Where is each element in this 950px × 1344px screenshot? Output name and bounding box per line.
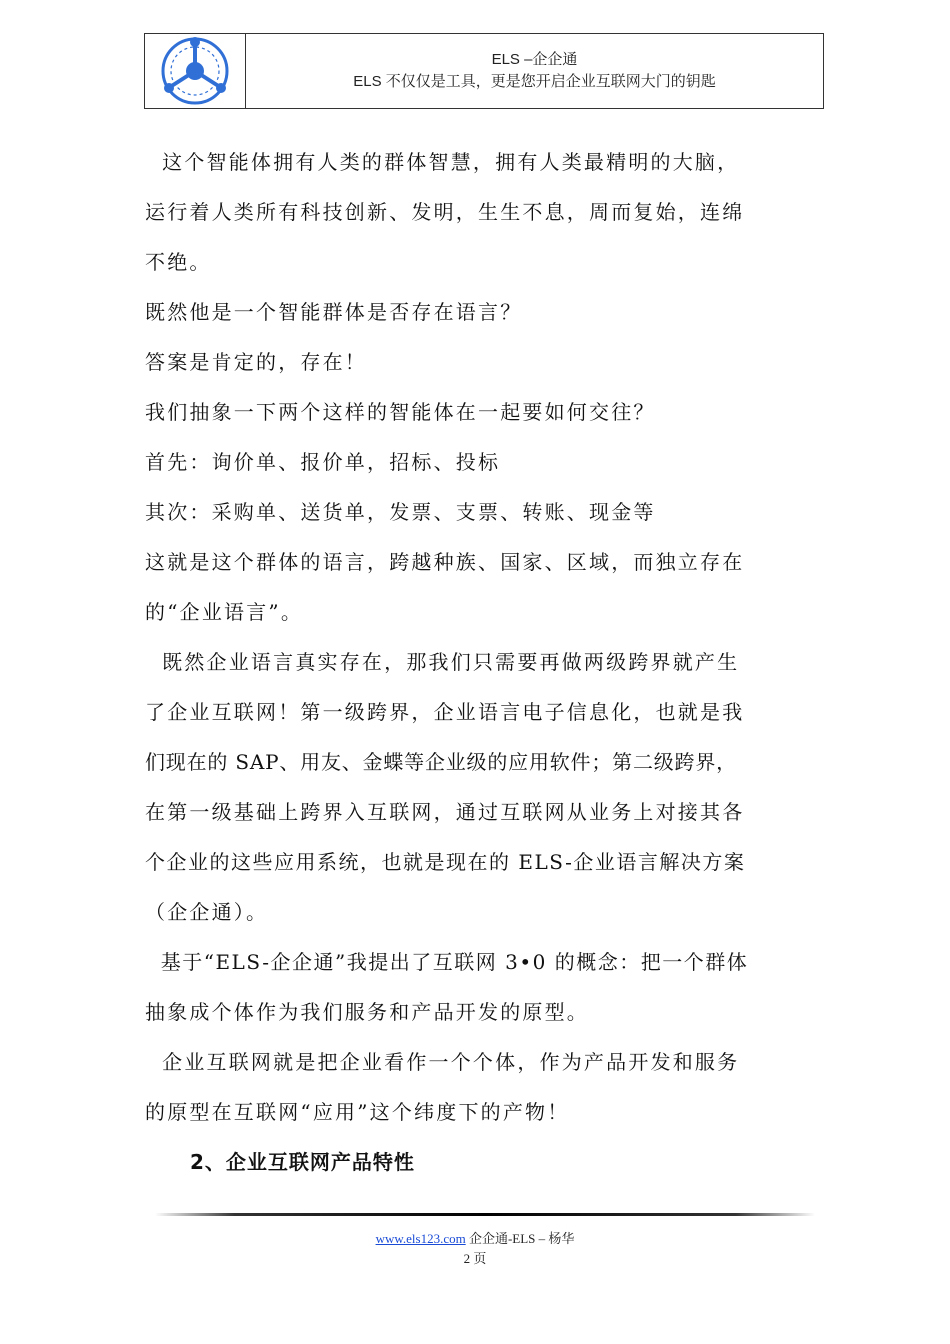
body-line: 们现在的 SAP、用友、金蝶等企业级的应用软件；第二级跨界，	[145, 750, 737, 774]
page-header	[144, 33, 824, 109]
footer-line	[0, 1228, 950, 1247]
header-title: ELS –企企通	[491, 51, 578, 68]
footer-author: 企企通-ELS – 杨华	[465, 1231, 575, 1246]
website-link[interactable]: www.els123.com	[375, 1231, 466, 1246]
body-line: 的原型在互联网“应用”这个纬度下的产物！	[145, 1100, 570, 1124]
body-line: 个企业的这些应用系统，也就是现在的 ELS-企业语言解决方案	[145, 850, 746, 874]
body-line: 答案是肯定的，存在！	[145, 350, 367, 374]
body-line: 其次：采购单、送货单，发票、支票、转账、现金等	[145, 500, 656, 524]
body-line: 这就是这个群体的语言，跨越种族、国家、区域，而独立存在	[145, 550, 745, 574]
body-line: 这个智能体拥有人类的群体智慧，拥有人类最精明的大脑，	[145, 150, 740, 174]
body-line: 抽象成个体作为我们服务和产品开发的原型。	[145, 1000, 589, 1024]
body-line: 既然他是一个智能群体是否存在语言？	[145, 300, 523, 324]
body-line: 在第一级基础上跨界入互联网，通过互联网从业务上对接其各	[145, 800, 745, 824]
footer-divider	[155, 1213, 815, 1216]
body-line: 运行着人类所有科技创新、发明，生生不息，周而复始，连绵	[145, 200, 745, 224]
body-line: 首先：询价单、报价单，招标、投标	[145, 450, 501, 474]
body-line: 的“企业语言”。	[145, 600, 304, 624]
body-line: 不绝。	[145, 250, 212, 274]
body-line: 基于“ELS-企企通”我提出了互联网 3•0 的概念：把一个群体	[145, 950, 749, 974]
body-line: 企业互联网就是把企业看作一个个体，作为产品开发和服务	[145, 1050, 740, 1074]
company-logo-icon	[155, 35, 235, 107]
header-text	[246, 34, 823, 108]
body-line: 我们抽象一下两个这样的智能体在一起要如何交往？	[145, 400, 656, 424]
page-number: 2 页	[463, 1251, 487, 1266]
body-line: （企企通）。	[145, 900, 269, 924]
logo	[145, 34, 246, 108]
header-slogan: ELS 不仅仅是工具，更是您开启企业互联网大门的钥匙	[353, 73, 716, 90]
section-heading: 2、企业互联网产品特性	[190, 1150, 415, 1174]
document-body	[145, 137, 815, 1187]
body-line: 了企业互联网！第一级跨界，企业语言电子信息化，也就是我	[145, 700, 745, 724]
body-line: 既然企业语言真实存在，那我们只需要再做两级跨界就产生	[145, 650, 740, 674]
